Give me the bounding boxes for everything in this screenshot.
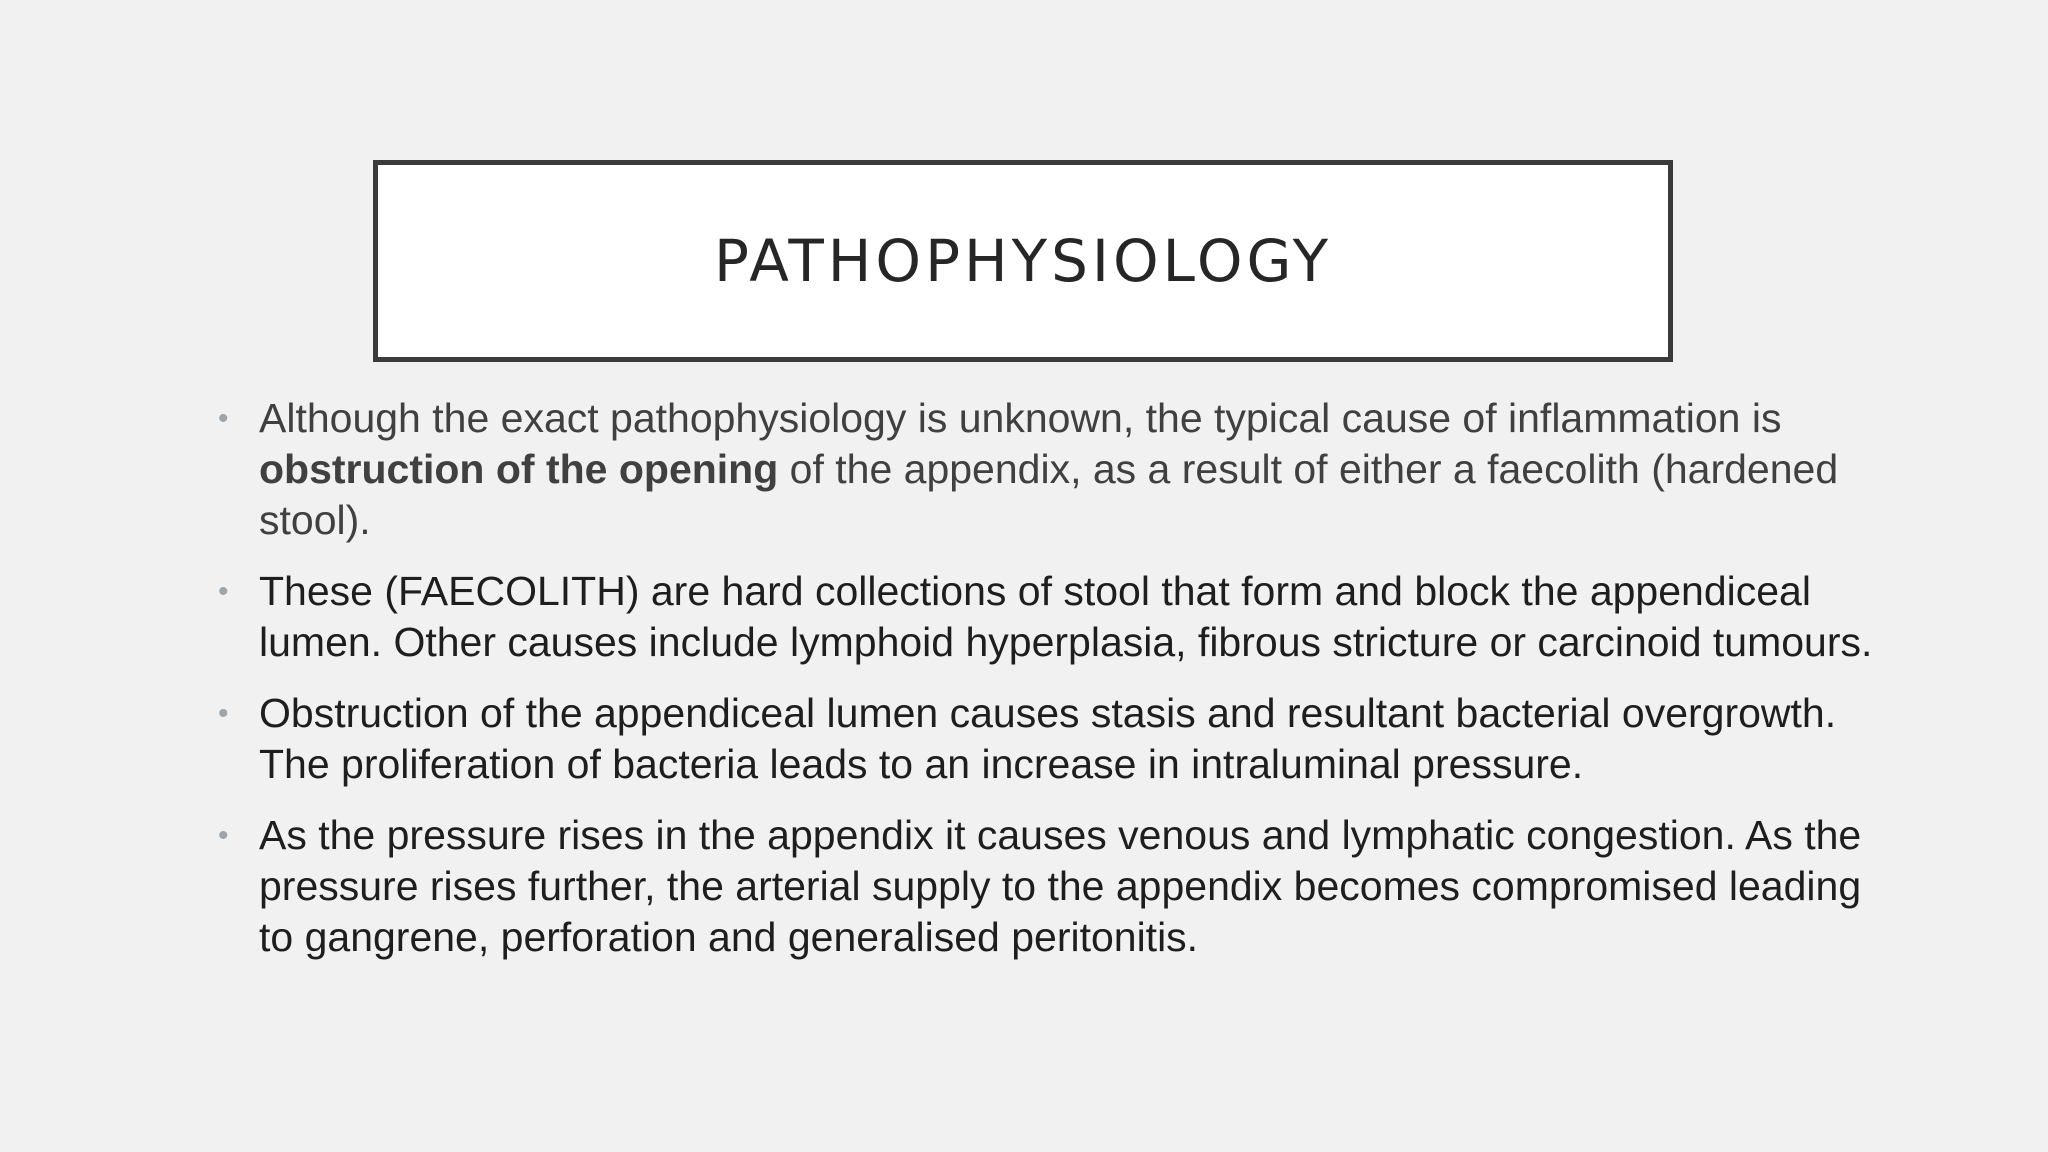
bullet-bold-text: obstruction of the opening (259, 446, 779, 492)
bullet-dot-icon: • (218, 575, 229, 608)
bullet-text: of the appendix, as a result of either a faecolith (hardened stool). (259, 446, 1839, 543)
bullet-text: Although the exact pathophysiology is unknown, the typical cause of inflammation is (259, 395, 1782, 441)
bullet-item (218, 566, 1898, 668)
bullet-text: These (FAECOLITH) are hard collections of stool that form and block the appendiceal lumen. Other causes include lymphoid hyperplasia, fibrous stricture or carcinoid tumours. (259, 568, 1873, 665)
slide-title: PATHOPHYSIOLOGY (713, 227, 1333, 295)
title-box (373, 160, 1673, 362)
bullet-dot-icon: • (218, 402, 229, 435)
bullet-item (218, 688, 1898, 790)
bullet-text: As the pressure rises in the appendix it causes venous and lymphatic congestion. As the pressure rises further, the arterial supply to the appendix becomes compromised leading to gangrene, perforation and generalised peritonitis. (259, 812, 1862, 960)
bullet-text: Obstruction of the appendiceal lumen causes stasis and resultant bacterial overgrowth. The proliferation of bacteria leads to an increase in intraluminal pressure. (259, 690, 1837, 787)
bullet-list (218, 393, 1898, 983)
bullet-dot-icon: • (218, 697, 229, 730)
bullet-dot-icon: • (218, 819, 229, 852)
bullet-item (218, 393, 1898, 546)
bullet-item (218, 810, 1898, 963)
